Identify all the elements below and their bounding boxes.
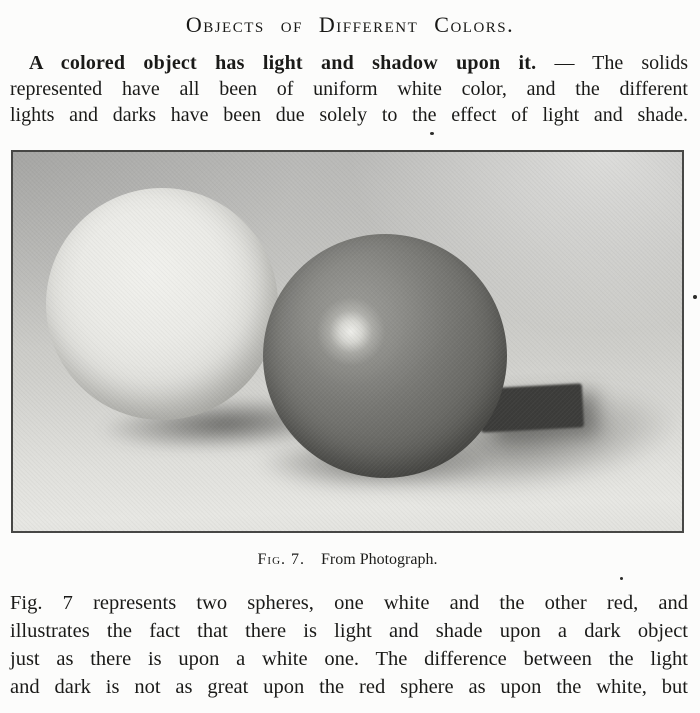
figure-caption-label: Fig. 7. [257, 551, 306, 568]
page-title: Objects of Different Colors. [185, 12, 515, 37]
red-sphere [263, 234, 507, 478]
text-line [10, 50, 688, 76]
lead-continuation: — The solids [536, 52, 689, 74]
figure-photograph [11, 150, 684, 569]
photograph-two-spheres [11, 150, 684, 533]
text-line: illustrates the fact that there is light and shade upon a dark object [10, 620, 688, 642]
bold-lead-sentence: A colored object has light and shadow upon it. [29, 52, 537, 74]
scan-speck [430, 132, 434, 135]
text-line: Fig. 7 represents two spheres, one white and the other red, and [10, 592, 688, 614]
text-line: just as there is upon a white one. The difference between the light [10, 648, 688, 670]
body-paragraph [10, 589, 688, 701]
scan-speck [693, 295, 697, 299]
scan-speck [620, 577, 623, 580]
text-line: and dark is not as great upon the red sphere as upon the white, but [10, 676, 688, 698]
intro-paragraph [10, 50, 688, 128]
text-line: represented have all been of uniform white color, and the different [10, 78, 688, 100]
figure-caption [11, 551, 684, 569]
figure-caption-text: From Photograph. [321, 551, 438, 568]
white-sphere [46, 188, 278, 420]
text-line: lights and darks have been due solely to the effect of light and shade. [10, 104, 688, 126]
